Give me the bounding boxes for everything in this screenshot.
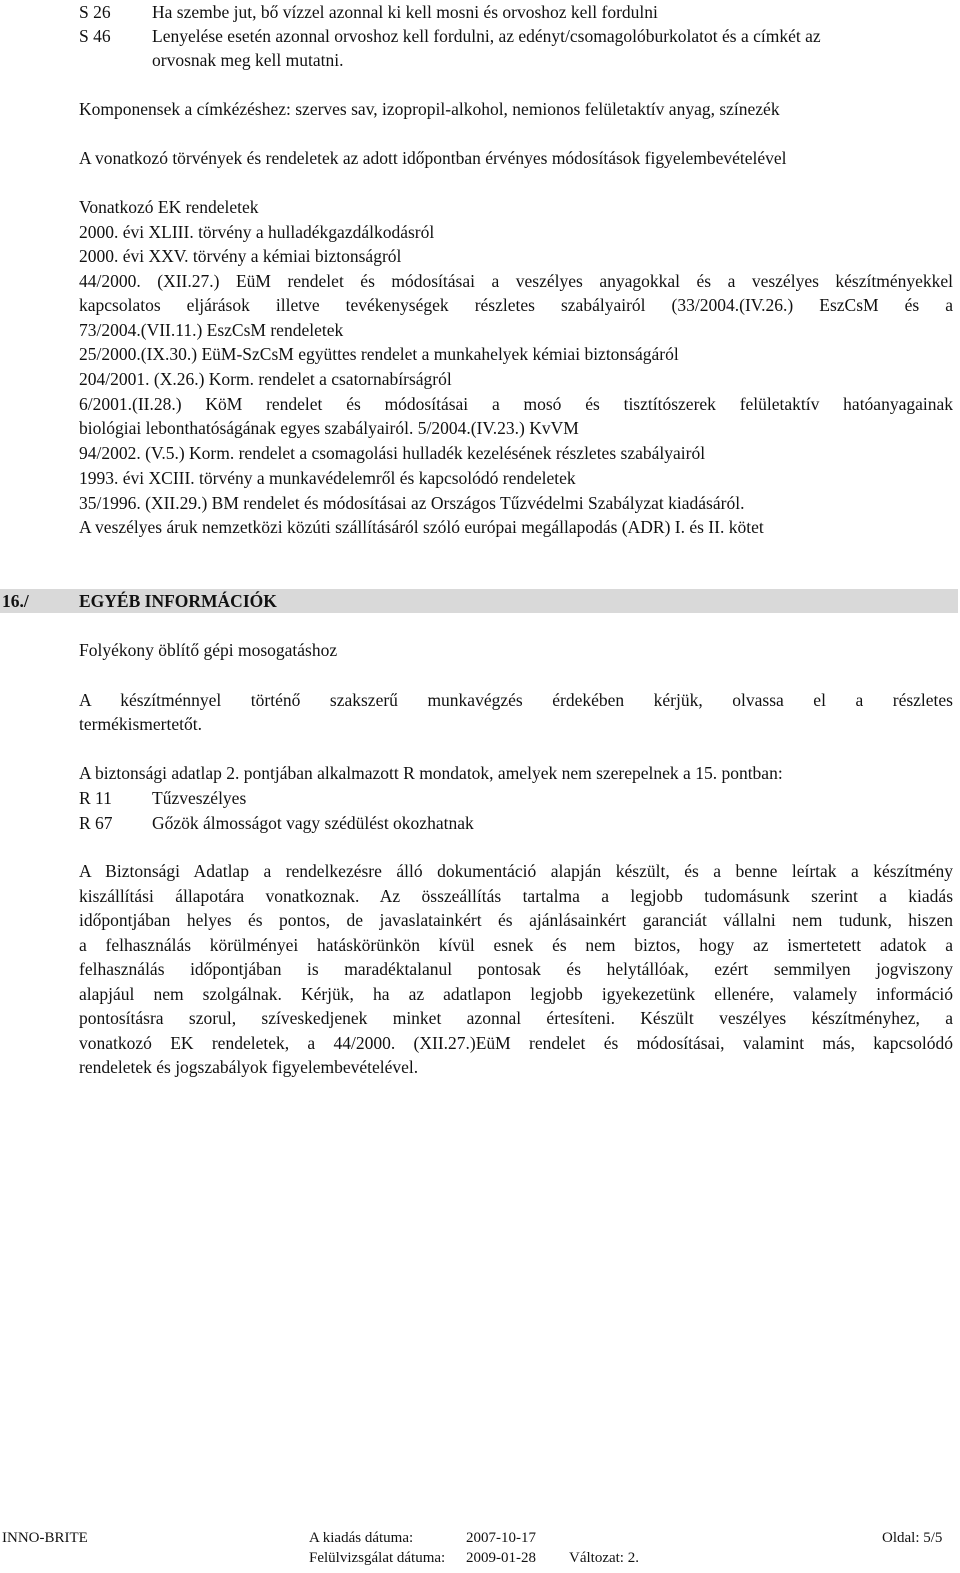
- r-phrase-text: Tűzveszélyes: [152, 788, 247, 808]
- s-phrase-text-cont: orvosnak meg kell mutatni.: [152, 50, 344, 70]
- law-item: 25/2000.(IX.30.) EüM-SzCsM együttes rendelet a munkahelyek kémiai biztonságáról: [79, 344, 679, 364]
- s-phrase-text: Lenyelése esetén azonnal orvoshoz kell fordulni, az edényt/csomagolóburkolatot és a címkét az: [152, 26, 821, 46]
- footer-review-label: Felülvizsgálat dátuma:: [309, 1550, 446, 1566]
- disclaimer-line: időpontjában helyes és pontos, de javaslatainkért és ajánlásainkért garanciát vállalni nem tudunk, hiszen: [79, 910, 953, 930]
- components-line: Komponensek a címkézéshez: szerves sav, izopropil-alkohol, nemionos felületaktív anyag, színezék: [79, 99, 780, 119]
- law-item: 2000. évi XXV. törvény a kémiai biztonságról: [79, 246, 402, 266]
- advice-text: A készítménnyel történő szakszerű munkavégzés érdekében kérjük, olvassa el a részletes: [79, 690, 953, 710]
- footer-review-date: 2009-01-28: [466, 1550, 536, 1566]
- footer-issue-date: 2007-10-17: [466, 1530, 536, 1546]
- law-item: 94/2002. (V.5.) Korm. rendelet a csomagolási hulladék kezelésének részletes szabályairól: [79, 443, 706, 463]
- law-item: 35/1996. (XII.29.) BM rendelet és módosításai az Országos Tűzvédelmi Szabályzat kiadásáról.: [79, 493, 745, 513]
- ek-title: Vonatkozó EK rendeletek: [79, 197, 259, 217]
- law-item: kapcsolatos eljárások illetve tevékenységek részletes szabályairól (33/2004.(IV.26.) EszCsM és a: [79, 295, 953, 315]
- advice-text-cont: termékismertetőt.: [79, 714, 202, 734]
- law-item: 1993. évi XCIII. törvény a munkavédelemről és kapcsolódó rendeletek: [79, 468, 576, 488]
- disclaimer-line: vonatkozó EK rendeletek, a 44/2000. (XII.27.)EüM rendelet és módosításai, valamint más, kapcsolódó: [79, 1033, 953, 1053]
- footer-company: INNO-BRITE: [2, 1530, 88, 1546]
- r-phrase-code: R 11: [79, 788, 112, 808]
- section-number: 16./: [2, 591, 29, 611]
- section-title: EGYÉB INFORMÁCIÓK: [79, 591, 277, 611]
- s-phrase-text: Ha szembe jut, bő vízzel azonnal ki kell mosni és orvoshoz kell fordulni: [152, 2, 658, 22]
- s-phrase-code: S 46: [79, 26, 111, 46]
- law-item: 2000. évi XLIII. törvény a hulladékgazdálkodásról: [79, 222, 435, 242]
- law-item: biológiai lebonthatóságának egyes szabályairól. 5/2004.(IV.23.) KvVM: [79, 418, 579, 438]
- r-phrase-text: Gőzök álmosságot vagy szédülést okozhatnak: [152, 813, 474, 833]
- law-item: A veszélyes áruk nemzetközi közúti szállításáról szóló európai megállapodás (ADR) I. és II. kötet: [79, 517, 764, 537]
- r-phrase-code: R 67: [79, 813, 113, 833]
- disclaimer-line: rendeletek és jogszabályok figyelembevételével.: [79, 1057, 419, 1077]
- law-item: 204/2001. (X.26.) Korm. rendelet a csatornabírságról: [79, 369, 452, 389]
- r-phrases-intro: A biztonsági adatlap 2. pontjában alkalmazott R mondatok, amelyek nem szerepelnek a 15. pontban:: [79, 763, 783, 783]
- law-item: 44/2000. (XII.27.) EüM rendelet és módosításai a veszélyes anyagokkal és a veszélyes készítményekkel: [79, 271, 953, 291]
- disclaimer-line: a felhasználás körülményei hatáskörünkön kívül esnek és nem biztos, hogy az ismertetett adatok a: [79, 935, 953, 955]
- law-item: 73/2004.(VII.11.) EszCsM rendeletek: [79, 320, 344, 340]
- law-item: 6/2001.(II.28.) KöM rendelet és módosításai a mosó és tisztítószerek felületaktív hatóanyagainak: [79, 394, 953, 414]
- footer-version: Változat: 2.: [569, 1550, 639, 1566]
- footer-issue-label: A kiadás dátuma:: [309, 1530, 414, 1546]
- disclaimer-line: A Biztonsági Adatlap a rendelkezésre álló dokumentáció alapján készült, és a benne leírtak a készítmény: [79, 861, 953, 881]
- section-header: [0, 589, 958, 613]
- product-use: Folyékony öblítő gépi mosogatáshoz: [79, 640, 338, 660]
- laws-intro: A vonatkozó törvények és rendeletek az adott időpontban érvényes módosítások figyelembevételével: [79, 148, 787, 168]
- disclaimer-line: felhasználás időpontjában is maradéktalanul pontosak és helytállóak, ezért semmilyen jogviszony: [79, 959, 953, 979]
- disclaimer-line: pontosításra szorul, szíveskedjenek minket azonnal értesíteni. Készült veszélyes készítményhez, a: [79, 1008, 953, 1028]
- disclaimer-line: alapjául nem szolgálnak. Kérjük, ha az adatlapon legjobb igyekezetünk ellenére, valamely információ: [79, 984, 953, 1004]
- disclaimer-line: kiszállítási állapotára vonatkoznak. Az összeállítás tartalma a legjobb tudomásunk szerint a kiadás: [79, 886, 953, 906]
- s-phrase-code: S 26: [79, 2, 111, 22]
- footer-page: Oldal: 5/5: [882, 1530, 943, 1546]
